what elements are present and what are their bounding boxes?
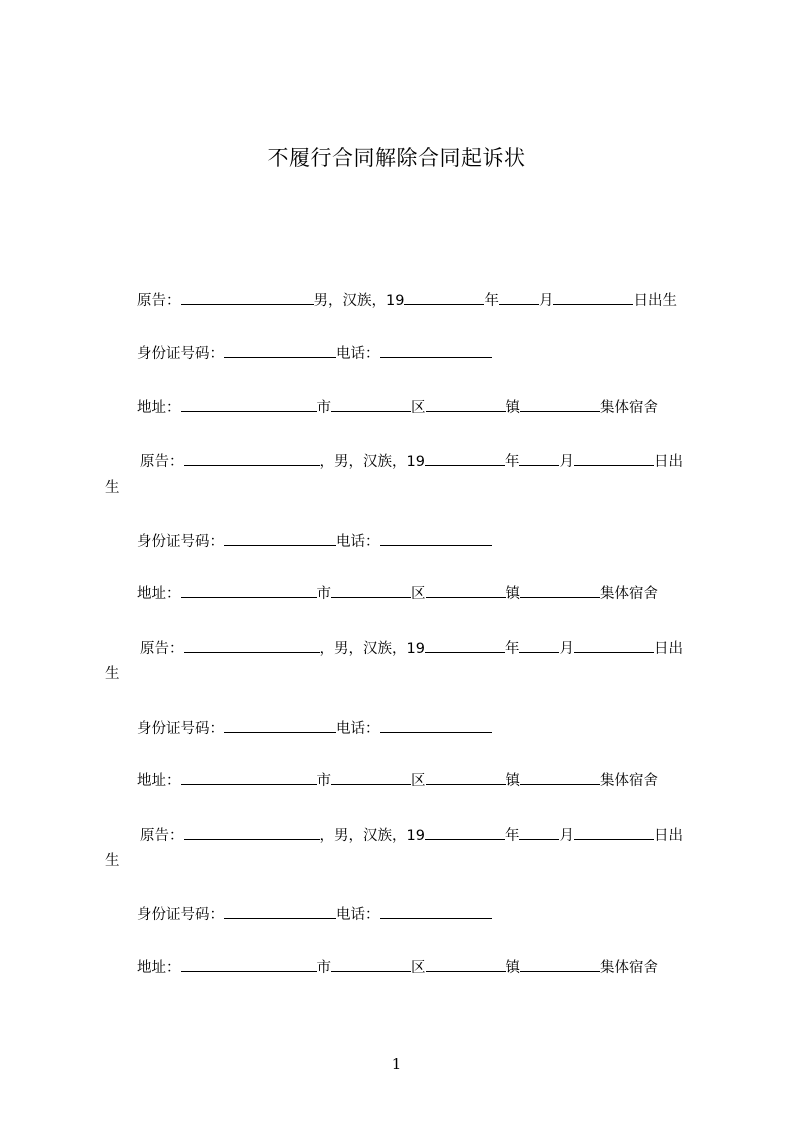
address-line-4 bbox=[137, 957, 658, 978]
town-blank[interactable] bbox=[520, 957, 600, 972]
plaintiff-label: 原告： bbox=[140, 454, 184, 470]
plaintiff-line-4 bbox=[140, 825, 683, 846]
day-blank[interactable] bbox=[553, 290, 633, 305]
gender-label: 男， bbox=[313, 293, 343, 309]
month-label: 月 bbox=[559, 641, 574, 657]
plaintiff-line-3 bbox=[140, 638, 683, 659]
year-label: 年 bbox=[504, 454, 520, 470]
district-blank[interactable] bbox=[426, 770, 506, 785]
dorm-label: 集体宿舍 bbox=[600, 773, 658, 789]
phone-label: 电话： bbox=[336, 907, 380, 923]
address-blank[interactable] bbox=[181, 583, 317, 598]
ethnicity-label: 汉族， bbox=[363, 641, 407, 657]
day-born-label: 日出生 bbox=[633, 293, 677, 309]
address-label: 地址： bbox=[137, 586, 181, 602]
day-blank[interactable] bbox=[574, 825, 654, 840]
plaintiff-label: 原告： bbox=[140, 641, 184, 657]
district-label: 区 bbox=[411, 586, 426, 602]
town-label: 镇 bbox=[505, 400, 520, 416]
year-prefix: 19 bbox=[386, 293, 405, 309]
dorm-label: 集体宿舍 bbox=[600, 960, 658, 976]
id-blank[interactable] bbox=[224, 718, 336, 733]
year-label: 年 bbox=[504, 828, 520, 844]
address-line-2 bbox=[137, 583, 658, 604]
year-prefix: 19 bbox=[406, 454, 425, 470]
plaintiff-line-2 bbox=[140, 451, 683, 472]
year-blank[interactable] bbox=[404, 290, 484, 305]
day-out-label: 日出 bbox=[653, 828, 683, 844]
name-blank[interactable] bbox=[181, 290, 314, 305]
id-blank[interactable] bbox=[224, 904, 336, 919]
district-blank[interactable] bbox=[426, 957, 506, 972]
id-label: 身份证号码： bbox=[137, 534, 224, 550]
day-blank[interactable] bbox=[574, 451, 654, 466]
town-blank[interactable] bbox=[520, 583, 600, 598]
day-out-label: 日出 bbox=[653, 454, 683, 470]
town-label: 镇 bbox=[505, 960, 520, 976]
district-blank[interactable] bbox=[426, 583, 506, 598]
district-label: 区 bbox=[411, 400, 426, 416]
city-blank[interactable] bbox=[331, 397, 411, 412]
phone-label: 电话： bbox=[336, 721, 380, 737]
phone-blank[interactable] bbox=[380, 343, 492, 358]
plaintiff-label: 原告： bbox=[140, 828, 184, 844]
city-label: 市 bbox=[316, 400, 331, 416]
phone-blank[interactable] bbox=[380, 718, 492, 733]
day-out-label: 日出 bbox=[653, 641, 683, 657]
city-blank[interactable] bbox=[331, 957, 411, 972]
month-label: 月 bbox=[559, 454, 574, 470]
month-blank[interactable] bbox=[519, 825, 559, 840]
id-phone-line-3 bbox=[137, 718, 492, 739]
gender-label: ，男， bbox=[319, 828, 363, 844]
id-blank[interactable] bbox=[224, 343, 336, 358]
dorm-label: 集体宿舍 bbox=[600, 400, 658, 416]
district-blank[interactable] bbox=[426, 397, 506, 412]
address-line-1 bbox=[137, 397, 658, 418]
plaintiff-line-1 bbox=[137, 290, 677, 311]
town-label: 镇 bbox=[505, 586, 520, 602]
plaintiff-label: 原告： bbox=[137, 293, 181, 309]
day-blank[interactable] bbox=[574, 638, 654, 653]
town-blank[interactable] bbox=[520, 397, 600, 412]
ethnicity-label: 汉族， bbox=[363, 454, 407, 470]
address-line-3 bbox=[137, 770, 658, 791]
month-blank[interactable] bbox=[519, 638, 559, 653]
gender-label: ，男， bbox=[319, 454, 363, 470]
dorm-label: 集体宿舍 bbox=[600, 586, 658, 602]
town-blank[interactable] bbox=[520, 770, 600, 785]
month-blank[interactable] bbox=[519, 451, 559, 466]
address-label: 地址： bbox=[137, 400, 181, 416]
name-blank[interactable] bbox=[184, 825, 320, 840]
name-blank[interactable] bbox=[184, 451, 320, 466]
page-number: 1 bbox=[391, 1055, 402, 1073]
year-blank[interactable] bbox=[425, 638, 505, 653]
year-blank[interactable] bbox=[425, 451, 505, 466]
address-blank[interactable] bbox=[181, 957, 317, 972]
city-label: 市 bbox=[316, 960, 331, 976]
phone-blank[interactable] bbox=[380, 531, 492, 546]
month-label: 月 bbox=[559, 828, 574, 844]
district-label: 区 bbox=[411, 960, 426, 976]
city-blank[interactable] bbox=[331, 770, 411, 785]
address-blank[interactable] bbox=[181, 770, 317, 785]
year-label: 年 bbox=[504, 641, 520, 657]
city-blank[interactable] bbox=[331, 583, 411, 598]
year-prefix: 19 bbox=[406, 641, 425, 657]
phone-label: 电话： bbox=[336, 346, 380, 362]
month-label: 月 bbox=[538, 293, 554, 309]
year-label: 年 bbox=[484, 293, 499, 309]
district-label: 区 bbox=[411, 773, 426, 789]
ethnicity-label: 汉族， bbox=[342, 293, 386, 309]
id-label: 身份证号码： bbox=[137, 721, 224, 737]
address-label: 地址： bbox=[137, 960, 181, 976]
ethnicity-label: 汉族， bbox=[363, 828, 407, 844]
id-blank[interactable] bbox=[224, 531, 336, 546]
year-blank[interactable] bbox=[425, 825, 505, 840]
phone-label: 电话： bbox=[336, 534, 380, 550]
born-wrap-2: 生 bbox=[105, 480, 120, 496]
town-label: 镇 bbox=[505, 773, 520, 789]
city-label: 市 bbox=[316, 773, 331, 789]
name-blank[interactable] bbox=[184, 638, 320, 653]
gender-label: ，男， bbox=[319, 641, 363, 657]
id-label: 身份证号码： bbox=[137, 907, 224, 923]
city-label: 市 bbox=[316, 586, 331, 602]
id-phone-line-1 bbox=[137, 343, 492, 364]
id-phone-line-4 bbox=[137, 904, 492, 925]
phone-blank[interactable] bbox=[380, 904, 492, 919]
id-phone-line-2 bbox=[137, 531, 492, 552]
address-blank[interactable] bbox=[181, 397, 317, 412]
address-label: 地址： bbox=[137, 773, 181, 789]
born-wrap-4: 生 bbox=[105, 853, 120, 869]
year-prefix: 19 bbox=[406, 828, 425, 844]
id-label: 身份证号码： bbox=[137, 346, 224, 362]
document-title: 不履行合同解除合同起诉状 bbox=[267, 146, 526, 170]
month-blank[interactable] bbox=[499, 290, 539, 305]
born-wrap-3: 生 bbox=[105, 666, 120, 682]
